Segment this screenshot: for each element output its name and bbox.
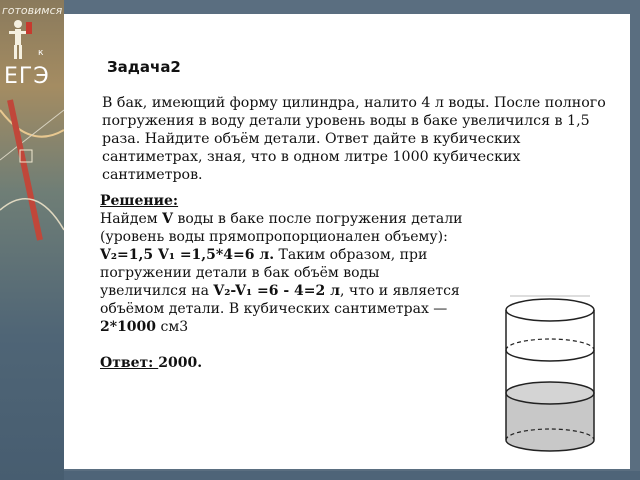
unit-text: см3 — [156, 319, 189, 335]
task-text: В бак, имеющий форму цилиндра, налито 4 л воды. После полного погружения в воду детали уровень воды в баке увеличился в 1,5 раза. Найдите объём детали. Ответ дайте в кубических сантиметрах, зная, что в одном литре 1000 кубических сантиметров. — [102, 95, 606, 183]
solution-text: воды в баке после погружения детали — [173, 211, 463, 227]
tank-top-ellipse — [506, 299, 594, 321]
solution-text: Найдем — [100, 211, 163, 227]
answer-label: Ответ: — [100, 355, 159, 371]
solution-heading: Решение: — [100, 193, 179, 209]
water-surface — [506, 382, 594, 404]
task-title: Задача2 — [107, 58, 181, 76]
solution-paragraph — [100, 246, 470, 336]
side-caption: готовимся — [2, 4, 63, 17]
solution-block — [100, 192, 470, 372]
equation-2: V₂-V₁ =6 - 4=2 л — [213, 283, 341, 299]
answer-line — [100, 354, 470, 372]
logo-small-text: к — [38, 48, 44, 58]
side-decoration-panel — [0, 0, 64, 480]
solution-text: Таким образом, при погружении детали в бак объём воды увеличился на — [100, 247, 428, 299]
cylinder-tank-figure — [500, 294, 600, 454]
exam-logo: ЕГЭ — [4, 64, 50, 89]
answer-value: 2000. — [158, 355, 203, 371]
solution-text: , что и является объёмом детали. В кубических сантиметрах — — [100, 283, 460, 317]
level-line-front — [506, 350, 594, 361]
equation-3: 2*1000 — [100, 319, 157, 335]
bottom-bar — [64, 471, 640, 480]
variable-v: V — [162, 211, 174, 227]
level-line-back — [506, 339, 594, 350]
slide-card — [64, 14, 630, 469]
solution-line2: (уровень воды прямопропорционален объему): — [100, 229, 448, 245]
equation-1: V₂=1,5 V₁ =1,5*4=6 л. — [100, 247, 275, 263]
geometry-decoration — [0, 90, 64, 290]
solution-line1 — [100, 210, 470, 228]
student-figure-icon — [6, 18, 36, 62]
